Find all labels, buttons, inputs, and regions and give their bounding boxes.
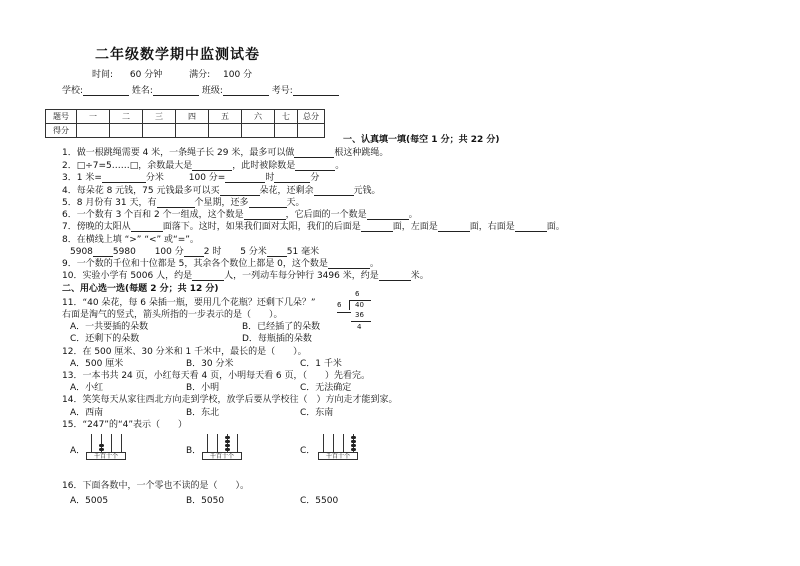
answer-blank[interactable]: [192, 270, 224, 281]
question-text: 面，左面是: [392, 222, 438, 232]
score-table-header: 题号: [46, 110, 77, 124]
exam-no-field[interactable]: [293, 85, 339, 96]
division-bracket: [349, 300, 350, 310]
division-product: 36: [355, 311, 364, 319]
score-table-header: 六: [242, 110, 275, 124]
question-text: 分米: [145, 173, 164, 183]
option-15-b[interactable]: B．: [186, 446, 202, 456]
exam-no-label: 考号:: [271, 86, 293, 96]
score-table-score-row: [46, 124, 325, 138]
question-text: 天。: [286, 198, 305, 208]
answer-blank[interactable]: [361, 221, 393, 232]
question-text: 4．每朵花 8 元钱，75 元钱最多可以买: [62, 186, 220, 196]
option-13-a[interactable]: A．小红: [70, 383, 104, 393]
option-12-a[interactable]: A．500 厘米: [70, 359, 124, 369]
time-value: 60 分钟: [129, 70, 163, 80]
arrow-icon: [337, 312, 351, 313]
score-cell[interactable]: [275, 124, 298, 138]
question-8: 8．在横线上填 “>” “<” 或“=”。: [62, 235, 199, 245]
question-text: 7．傍晚的太阳从: [62, 222, 131, 232]
abacus-a: [86, 434, 126, 460]
name-label: 姓名:: [131, 86, 153, 96]
school-label: 学校:: [62, 86, 84, 96]
score-cell[interactable]: [176, 124, 209, 138]
page-title: 二年级数学期中监测试卷: [95, 47, 260, 63]
answer-blank[interactable]: [131, 221, 163, 232]
question-10: [62, 268, 429, 281]
section-2-heading: 二、用心选一选(每题 2 分；共 12 分): [62, 284, 219, 294]
option-11-b[interactable]: B．已经插了的朵数: [242, 322, 321, 332]
question-16: 16．下面各数中，一个零也不读的是（ ）。: [62, 481, 249, 491]
section-1-heading: 一、认真填一填(每空 1 分；共 22 分): [343, 135, 500, 145]
score-table-header: 总分: [298, 110, 325, 124]
division-remainder: 4: [357, 323, 362, 331]
score-value: 100 分: [223, 70, 253, 80]
class-field[interactable]: [223, 85, 269, 96]
question-text: 个星期，还多: [194, 198, 249, 208]
answer-blank[interactable]: [274, 172, 310, 183]
option-13-b[interactable]: B．小明: [186, 383, 220, 393]
option-11-c[interactable]: C．还剩下的朵数: [70, 334, 140, 344]
question-text: 。: [408, 210, 418, 220]
option-14-c[interactable]: C．东南: [300, 408, 334, 418]
score-table-header: 七: [275, 110, 298, 124]
question-text: 时: [265, 173, 275, 183]
question-text: 。: [335, 161, 345, 171]
answer-blank[interactable]: [438, 221, 470, 232]
score-table-header: 一: [77, 110, 110, 124]
question-text: 6．一个数有 3 个百和 2 个一组成，这个数是: [62, 210, 244, 220]
compare-item: 2 时: [203, 247, 222, 257]
question-text: 朵花，还剩余: [259, 186, 314, 196]
option-14-b[interactable]: B．东北: [186, 408, 220, 418]
question-text: 元钱。: [353, 186, 381, 196]
score-cell[interactable]: [242, 124, 275, 138]
score-cell[interactable]: [143, 124, 176, 138]
question-text: 1．做一根跳绳需要 4 米，一条绳子长 29 米，最多可以做: [62, 148, 295, 158]
abacus-b: [202, 434, 242, 460]
question-text: 100 分=: [188, 173, 226, 183]
compare-item: 100 分: [154, 247, 184, 257]
compare-item: 5 分米: [240, 247, 267, 257]
question-text: 面落下。这时，如果我们面对太阳，我们的后面是: [162, 222, 361, 232]
option-16-b[interactable]: B．5050: [186, 496, 225, 506]
option-13-c[interactable]: C．无法确定: [300, 383, 352, 393]
question-text: 根这种跳绳。: [334, 148, 389, 158]
score-label: 满分:: [189, 70, 211, 80]
question-15: 15．“247”的“4”表示（ ）: [62, 420, 188, 430]
answer-blank[interactable]: [314, 185, 354, 196]
school-field[interactable]: [83, 85, 129, 96]
question-11-sub: 右面是淘气的竖式，箭头所指的一步表示的是（ ）。: [62, 310, 283, 320]
question-3: [62, 170, 319, 183]
question-text: 3．1 米=: [62, 173, 102, 183]
question-text: 9．一个数的千位和十位都是 5，其余各个数位上都是 0，这个数是: [62, 259, 328, 269]
compare-item: 5908: [70, 247, 93, 257]
time-label: 时间:: [92, 70, 114, 80]
score-row-label: 得分: [46, 124, 77, 138]
abacus-place-labels: 千百十个: [86, 452, 126, 460]
question-text: 。: [369, 259, 379, 269]
option-16-a[interactable]: A．5005: [70, 496, 109, 506]
abacus-place-labels: 千百十个: [202, 452, 242, 460]
question-12: 12．在 500 厘米、30 分米和 1 千米中，最长的是（ ）。: [62, 347, 307, 357]
score-cell[interactable]: [110, 124, 143, 138]
abacus-place-labels: 千百十个: [318, 452, 358, 460]
question-text: 米。: [410, 271, 429, 281]
score-cell[interactable]: [298, 124, 325, 138]
answer-blank[interactable]: [294, 147, 334, 158]
answer-blank[interactable]: [379, 270, 411, 281]
abacus-c: [318, 434, 358, 460]
score-table: [45, 109, 325, 138]
option-12-c[interactable]: C．1 千米: [300, 359, 342, 369]
question-1: [62, 145, 388, 158]
question-13: 13．一本书共 24 页，小红每天看 4 页，小明每天看 6 页，（ ）先看完。: [62, 371, 371, 381]
question-text: ，它后面的一个数是: [285, 210, 367, 220]
option-15-c[interactable]: C．: [300, 446, 316, 456]
question-7: [62, 219, 565, 232]
division-quotient: 6: [355, 290, 360, 298]
division-divisor: 6: [337, 301, 342, 309]
time-info: [92, 67, 252, 80]
score-cell[interactable]: [209, 124, 242, 138]
score-cell[interactable]: [77, 124, 110, 138]
option-16-c[interactable]: C．5500: [300, 496, 339, 506]
answer-blank[interactable]: [515, 221, 547, 232]
score-table-header: 四: [176, 110, 209, 124]
question-text: 5．8 月份有 31 天，有: [62, 198, 157, 208]
score-table-header: 二: [110, 110, 143, 124]
question-text: 10．实验小学有 5006 人，约是: [62, 271, 193, 281]
compare-item: 5980: [112, 247, 136, 257]
option-12-b[interactable]: B．30 分米: [186, 359, 234, 369]
question-text: 人，一列动车每分钟行 3496 米，约是: [224, 271, 379, 281]
score-table-header: 五: [209, 110, 242, 124]
option-11-d[interactable]: D．每瓶插的朵数: [242, 334, 312, 344]
division-dividend: 40: [355, 301, 364, 309]
student-info: [62, 83, 339, 96]
question-text: ，此时被除数是: [232, 161, 296, 171]
class-label: 班级:: [201, 86, 223, 96]
question-text: 分: [310, 173, 320, 183]
option-11-a[interactable]: A．一共要插的朵数: [70, 322, 149, 332]
question-11: 11．“40 朵花，每 6 朵插一瓶，要用几个花瓶？还剩下几朵？”: [62, 298, 316, 308]
division-line: [351, 321, 371, 322]
question-14: 14．笑笑每天从家往西北方向走到学校，放学后要从学校往（ ）方向走才能到家。: [62, 395, 398, 405]
score-table-header: 三: [143, 110, 176, 124]
option-15-a[interactable]: A．: [70, 446, 86, 456]
question-text: 面，右面是: [469, 222, 515, 232]
compare-item: 51 毫米: [286, 247, 320, 257]
long-division-figure: [333, 290, 373, 336]
answer-blank[interactable]: [102, 172, 146, 183]
question-text: 2．□÷7=5……□，余数最大是: [62, 161, 193, 171]
answer-blank[interactable]: [225, 172, 265, 183]
name-field[interactable]: [153, 85, 199, 96]
option-14-a[interactable]: A．西南: [70, 408, 104, 418]
score-table-header-row: [46, 110, 325, 124]
question-text: 面。: [546, 222, 565, 232]
